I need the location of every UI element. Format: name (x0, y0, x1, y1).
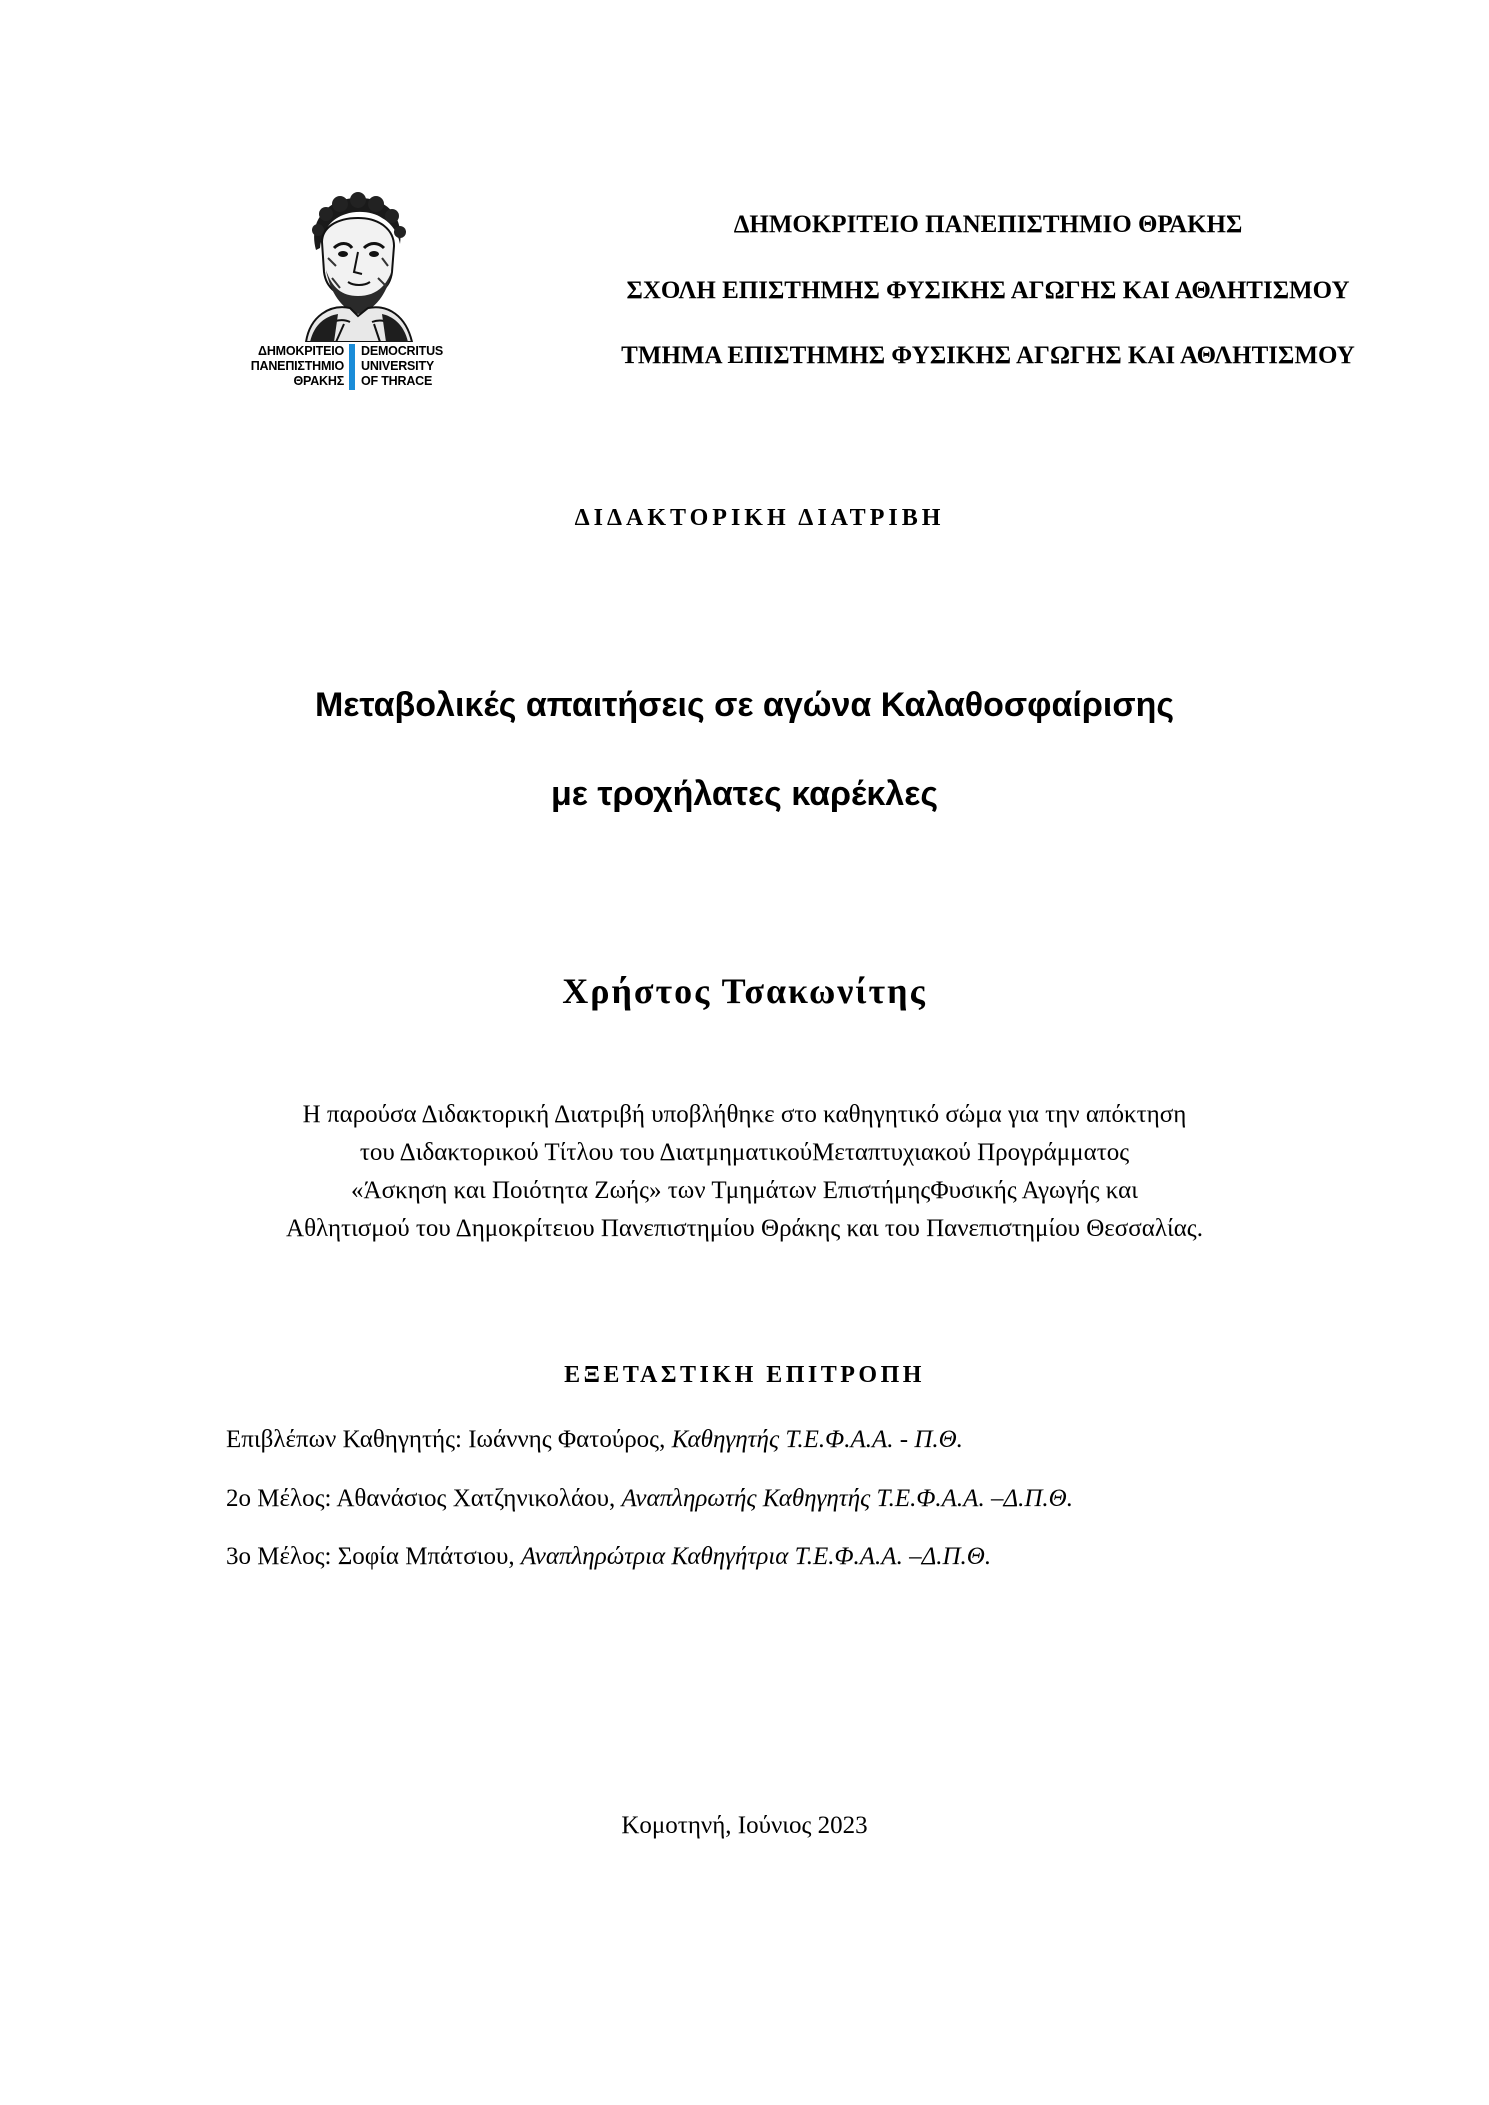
document-type: ΔΙΔΑΚΤΟΡΙΚΗ ΔΙΑΤΡΙΒΗ (574, 505, 945, 531)
university-name: ΔΗΜΟΚΡΙΤΕΙΟ ΠΑΝΕΠΙΣΤΗΜΙΟ ΘΡΑΚΗΣ (733, 211, 1243, 238)
description-line: Η παρούσα Διδακτορική Διατριβή υποβλήθηκε στο καθηγητικό σώμα για την απόκτηση (302, 1101, 1187, 1128)
description-line: Αθλητισμού του Δημοκρίτειου Πανεπιστημίου Θράκης και του Πανεπιστημίου Θεσσαλίας. (286, 1215, 1203, 1242)
logo-greek-text: ΔΗΜΟΚΡΙΤΕΙΟ ΠΑΝΕΠΙΣΤΗΜΙΟ ΘΡΑΚΗΣ (250, 344, 344, 388)
university-logo (228, 192, 468, 398)
democritus-bust-icon (286, 192, 426, 342)
committee-member-3 (226, 1543, 991, 1571)
thesis-title-line-2: με τροχήλατες καρέκλες (550, 775, 939, 813)
member-role-name: 2ο Μέλος: Αθανάσιος Χατζηνικολάου, (226, 1485, 622, 1512)
member-academic-title: Αναπληρώτρια Καθηγήτρια Τ.Ε.Φ.Α.Α. –Δ.Π.Θ. (520, 1543, 992, 1570)
logo-divider-bar (349, 344, 355, 390)
committee-member-2 (226, 1485, 1073, 1513)
logo-english-text: DEMOCRITUS UNIVERSITY OF THRACE (361, 344, 444, 388)
committee-member-supervisor (226, 1426, 963, 1454)
place-and-date: Κομοτηνή, Ιούνιος 2023 (621, 1812, 868, 1839)
submission-description (0, 1096, 1489, 1248)
thesis-title-line-1: Μεταβολικές απαιτήσεις σε αγώνα Καλαθοσφαίρισης (314, 686, 1175, 724)
description-line: του Διδακτορικού Τίτλου του ΔιατμηματικούΜεταπτυχιακού Προγράμματος (359, 1139, 1130, 1166)
member-academic-title: Καθηγητής Τ.Ε.Φ.Α.Α. - Π.Θ. (671, 1426, 963, 1453)
member-academic-title: Αναπληρωτής Καθηγητής Τ.Ε.Φ.Α.Α. –Δ.Π.Θ. (621, 1485, 1073, 1512)
author-name: Χρήστος Τσακωνίτης (562, 971, 927, 1011)
committee-heading: ΕΞΕΤΑΣΤΙΚΗ ΕΠΙΤΡΟΠΗ (564, 1362, 925, 1388)
department-name: ΤΜΗΜΑ ΕΠΙΣΤΗΜΗΣ ΦΥΣΙΚΗΣ ΑΓΩΓΗΣ ΚΑΙ ΑΘΛΗΤΙΣΜΟΥ (621, 342, 1355, 369)
description-line: «Άσκηση και Ποιότητα Ζωής» των Τμημάτων ΕπιστήμηςΦυσικής Αγωγής και (351, 1177, 1138, 1204)
member-role-name: 3ο Μέλος: Σοφία Μπάτσιου, (226, 1543, 521, 1570)
member-role-name: Επιβλέπων Καθηγητής: Ιωάννης Φατούρος, (226, 1426, 672, 1453)
school-name: ΣΧΟΛΗ ΕΠΙΣΤΗΜΗΣ ΦΥΣΙΚΗΣ ΑΓΩΓΗΣ ΚΑΙ ΑΘΛΗΤΙΣΜΟΥ (626, 277, 1350, 304)
